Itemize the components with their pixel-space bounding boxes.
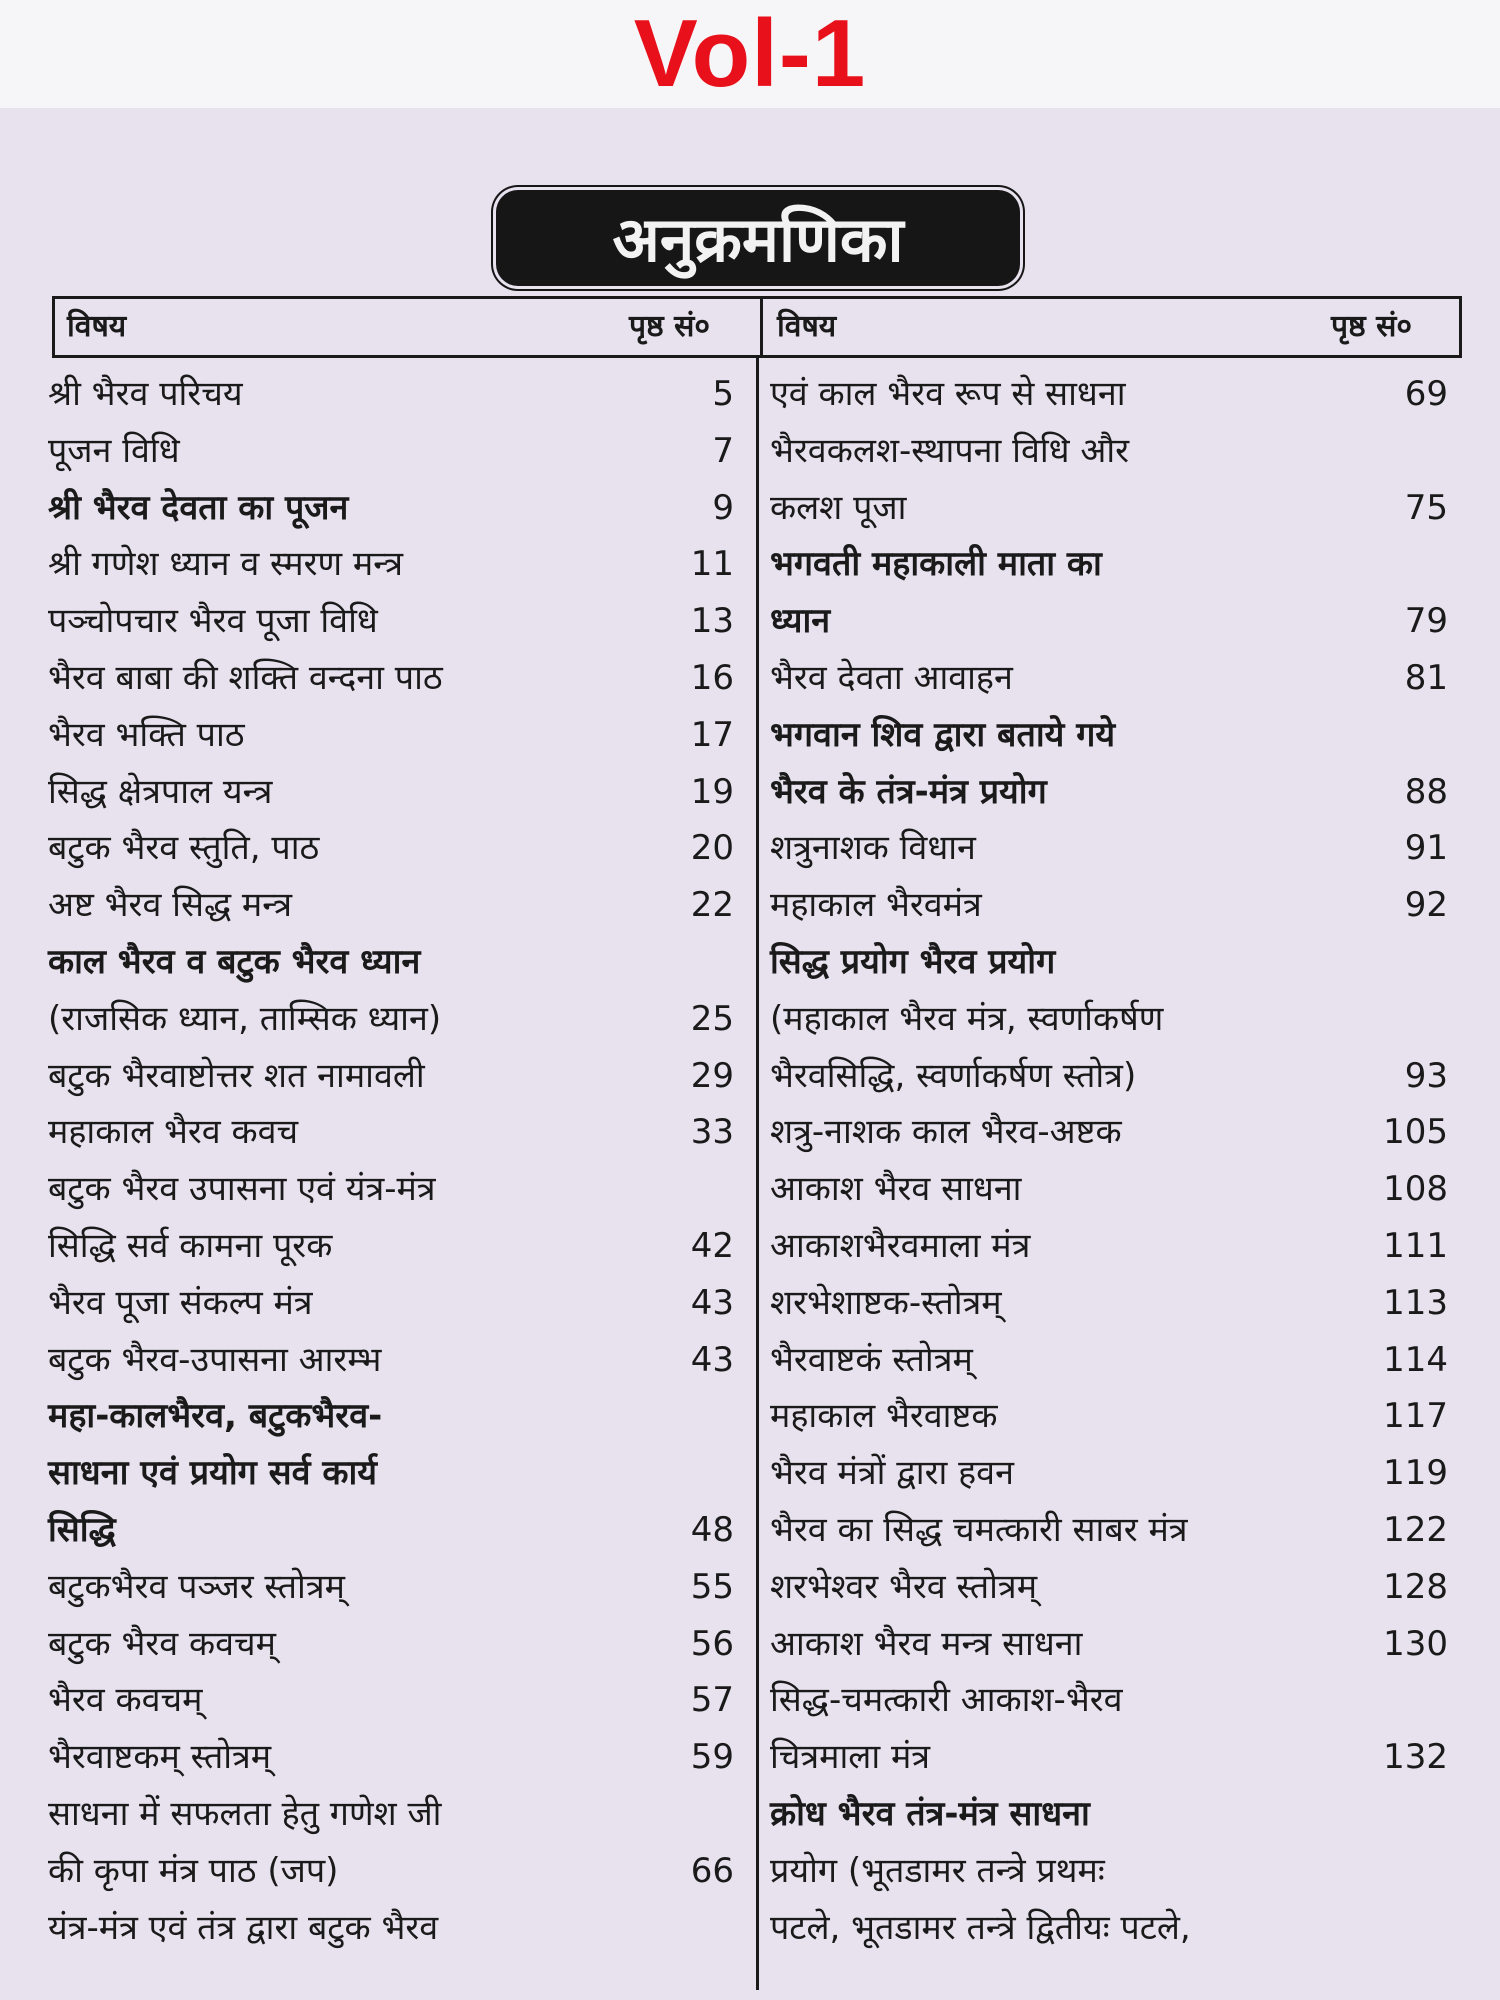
- entry-title: भगवान शिव द्वारा बताये गये: [770, 714, 1116, 755]
- toc-entry: [48, 1104, 738, 1161]
- entry-page-number: 128: [1383, 1566, 1448, 1607]
- entry-title: साधना एवं प्रयोग सर्व कार्य: [48, 1453, 377, 1494]
- entry-page-number: 122: [1383, 1509, 1448, 1550]
- entry-page-number: 48: [690, 1509, 734, 1550]
- entry-title: महाकाल भैरव कवच: [48, 1112, 299, 1153]
- toc-heading-box: [496, 190, 1020, 286]
- toc-entry: [770, 1502, 1460, 1559]
- entry-page-number: 130: [1383, 1623, 1448, 1664]
- entry-page-number: 33: [690, 1112, 734, 1153]
- entry-page-number: 132: [1383, 1737, 1448, 1778]
- volume-banner: [0, 0, 1500, 108]
- entry-title: भैरवाष्टकम् स्तोत्रम्: [48, 1737, 272, 1778]
- entry-page-number: 117: [1383, 1396, 1448, 1437]
- entry-title: पूजन विधि: [48, 430, 180, 471]
- toc-entry: [48, 1161, 738, 1218]
- toc-entry: [770, 1843, 1460, 1900]
- toc-entry: [770, 707, 1460, 764]
- entry-page-number: 91: [1404, 828, 1448, 869]
- entry-title: सिद्धि सर्व कामना पूरक: [48, 1225, 333, 1266]
- entry-page-number: 5: [712, 374, 734, 414]
- entry-title: एवं काल भैरव रूप से साधना: [770, 374, 1126, 414]
- right-subject-header: विषय: [777, 309, 837, 344]
- entry-title: श्री भैरव परिचय: [48, 374, 243, 414]
- toc-entry: [48, 1559, 738, 1616]
- toc-entry: [770, 650, 1460, 707]
- toc-entry: [770, 934, 1460, 991]
- entry-page-number: 11: [690, 544, 734, 585]
- entry-title: बटुक भैरव स्तुति, पाठ: [48, 828, 320, 869]
- toc-entry: [48, 366, 738, 423]
- entry-title: भगवती महाकाली माता का: [770, 544, 1102, 585]
- entry-title: सिद्ध-चमत्कारी आकाश-भैरव: [770, 1680, 1123, 1721]
- toc-entry: [48, 820, 738, 877]
- toc-entry: [48, 934, 738, 991]
- toc-entry: [48, 1218, 738, 1275]
- entry-title: महाकाल भैरवमंत्र: [770, 885, 982, 926]
- entry-title: प्रयोग (भूतडामर तन्त्रे प्रथमः: [770, 1850, 1105, 1891]
- entry-title: श्री गणेश ध्यान व स्मरण मन्त्र: [48, 544, 404, 585]
- entry-title: सिद्ध क्षेत्रपाल यन्त्र: [48, 771, 273, 812]
- entry-title: अष्ट भैरव सिद्ध मन्त्र: [48, 885, 293, 926]
- left-subject-header: विषय: [67, 309, 127, 344]
- toc-entry: [48, 1616, 738, 1673]
- entry-title: आकाशभैरवमाला मंत्र: [770, 1225, 1031, 1266]
- toc-entry: [770, 1388, 1460, 1445]
- entry-title: भैरवकलश-स्थापना विधि और: [770, 430, 1130, 471]
- table-header: [52, 296, 1462, 358]
- entry-title: सिद्ध प्रयोग भैरव प्रयोग: [770, 941, 1056, 982]
- toc-entry: [770, 764, 1460, 821]
- toc-entry: [48, 877, 738, 934]
- entry-title: (महाकाल भैरव मंत्र, स्वर्णाकर्षण: [770, 998, 1164, 1039]
- entry-title: बटुक भैरव-उपासना आरम्भ: [48, 1339, 382, 1380]
- entry-page-number: 119: [1383, 1453, 1448, 1494]
- entry-title: पटले, भूतडामर तन्त्रे द्वितीयः पटले,: [770, 1907, 1191, 1948]
- entry-page-number: 111: [1383, 1225, 1448, 1266]
- toc-entry: [48, 764, 738, 821]
- left-page-header: पृष्ठ सं०: [629, 309, 711, 344]
- entry-title: आकाश भैरव साधना: [770, 1169, 1022, 1210]
- entry-title: महाकाल भैरवाष्टक: [770, 1396, 998, 1437]
- entry-title: (राजसिक ध्यान, ताम्सिक ध्यान): [48, 998, 442, 1039]
- entry-title: महा-कालभैरव, बटुकभैरव-: [48, 1396, 383, 1437]
- entry-title: भैरव भक्ति पाठ: [48, 714, 245, 755]
- toc-entry: [770, 1161, 1460, 1218]
- entry-page-number: 16: [690, 657, 734, 698]
- entry-title: भैरव के तंत्र-मंत्र प्रयोग: [770, 771, 1047, 812]
- toc-entry: [770, 1786, 1460, 1843]
- entry-page-number: 66: [690, 1850, 734, 1891]
- toc-entry: [48, 593, 738, 650]
- entry-page-number: 43: [690, 1339, 734, 1380]
- toc-entry: [48, 707, 738, 764]
- volume-label: Vol-1: [633, 0, 867, 107]
- entry-page-number: 22: [690, 885, 734, 926]
- entry-title: बटुक भैरव उपासना एवं यंत्र-मंत्र: [48, 1169, 436, 1210]
- entry-page-number: 13: [690, 601, 734, 642]
- entry-page-number: 93: [1404, 1055, 1448, 1096]
- toc-entry: [770, 877, 1460, 934]
- toc-entry: [770, 1445, 1460, 1502]
- entry-page-number: 105: [1383, 1112, 1448, 1153]
- entry-title: सिद्धि: [48, 1509, 116, 1550]
- entry-title: बटुकभैरव पञ्जर स्तोत्रम्: [48, 1566, 345, 1607]
- toc-entry: [770, 1900, 1460, 1957]
- entry-title: भैरव बाबा की शक्ति वन्दना पाठ: [48, 657, 443, 698]
- entry-title: कलश पूजा: [770, 487, 907, 528]
- entry-page-number: 25: [690, 998, 734, 1039]
- entry-page-number: 42: [690, 1225, 734, 1266]
- toc-entry: [48, 650, 738, 707]
- right-page-header: पृष्ठ सं०: [1331, 309, 1413, 344]
- toc-entry: [770, 1048, 1460, 1105]
- entry-page-number: 19: [690, 771, 734, 812]
- left-column: [48, 366, 738, 1956]
- toc-entry: [48, 1332, 738, 1389]
- entry-title: शत्रु-नाशक काल भैरव-अष्टक: [770, 1112, 1122, 1153]
- toc-entry: [48, 1900, 738, 1957]
- entry-page-number: 9: [712, 487, 734, 528]
- entry-title: भैरव पूजा संकल्प मंत्र: [48, 1282, 313, 1323]
- toc-entry: [770, 1332, 1460, 1389]
- toc-heading: अनुक्रमणिका: [612, 203, 904, 276]
- toc-entry: [48, 1729, 738, 1786]
- entry-page-number: 20: [690, 828, 734, 869]
- entry-page-number: 43: [690, 1282, 734, 1323]
- right-column: [770, 366, 1460, 1956]
- toc-entry: [48, 1672, 738, 1729]
- toc-entry: [48, 480, 738, 537]
- toc-entry: [770, 423, 1460, 480]
- toc-entry: [770, 1275, 1460, 1332]
- entry-title: श्री भैरव देवता का पूजन: [48, 487, 349, 528]
- toc-page: [0, 108, 1500, 2000]
- entry-title: भैरवसिद्धि, स्वर्णाकर्षण स्तोत्र): [770, 1055, 1137, 1096]
- toc-entry: [770, 1616, 1460, 1673]
- toc-entry: [770, 1672, 1460, 1729]
- entry-page-number: 56: [690, 1623, 734, 1664]
- toc-entry: [48, 1388, 738, 1445]
- entry-title: भैरवाष्टकं स्तोत्रम्: [770, 1339, 973, 1380]
- entry-title: भैरव देवता आवाहन: [770, 657, 1013, 698]
- entry-page-number: 29: [690, 1055, 734, 1096]
- entry-page-number: 92: [1404, 885, 1448, 926]
- toc-entry: [48, 1275, 738, 1332]
- entry-page-number: 17: [690, 714, 734, 755]
- entry-title: बटुक भैरव कवचम्: [48, 1623, 276, 1664]
- entry-page-number: 59: [690, 1737, 734, 1778]
- column-divider: [756, 358, 759, 1990]
- toc-entry: [770, 1218, 1460, 1275]
- toc-entry: [770, 593, 1460, 650]
- entry-title: पञ्चोपचार भैरव पूजा विधि: [48, 601, 378, 642]
- entry-page-number: 7: [712, 430, 734, 471]
- toc-entry: [48, 1445, 738, 1502]
- entry-page-number: 79: [1404, 601, 1448, 642]
- toc-entry: [770, 1104, 1460, 1161]
- entry-title: शरभेशाष्टक-स्तोत्रम्: [770, 1282, 1002, 1323]
- entry-title: भैरव मंत्रों द्वारा हवन: [770, 1453, 1014, 1494]
- toc-entry: [770, 480, 1460, 537]
- toc-entry: [770, 1729, 1460, 1786]
- entry-page-number: 81: [1404, 657, 1448, 698]
- entry-page-number: 75: [1404, 487, 1448, 528]
- toc-entry: [48, 1502, 738, 1559]
- entry-title: साधना में सफलता हेतु गणेश जी: [48, 1793, 442, 1834]
- toc-entry: [770, 1559, 1460, 1616]
- toc-entry: [48, 1048, 738, 1105]
- entry-title: शरभेश्वर भैरव स्तोत्रम्: [770, 1566, 1038, 1607]
- entry-page-number: 69: [1404, 374, 1448, 414]
- entry-title: काल भैरव व बटुक भैरव ध्यान: [48, 941, 421, 982]
- entry-page-number: 57: [690, 1680, 734, 1721]
- entry-title: भैरव का सिद्ध चमत्कारी साबर मंत्र: [770, 1509, 1188, 1550]
- entry-title: यंत्र-मंत्र एवं तंत्र द्वारा बटुक भैरव: [48, 1907, 439, 1948]
- toc-entry: [770, 366, 1460, 423]
- toc-entry: [770, 536, 1460, 593]
- entry-title: बटुक भैरवाष्टोत्तर शत नामावली: [48, 1055, 425, 1096]
- entry-title: चित्रमाला मंत्र: [770, 1737, 931, 1778]
- toc-entry: [48, 991, 738, 1048]
- entry-title: की कृपा मंत्र पाठ (जप): [48, 1850, 339, 1891]
- entry-page-number: 108: [1383, 1169, 1448, 1210]
- entry-title: भैरव कवचम्: [48, 1680, 203, 1721]
- entry-title: आकाश भैरव मन्त्र साधना: [770, 1623, 1083, 1664]
- entry-title: क्रोध भैरव तंत्र-मंत्र साधना: [770, 1793, 1090, 1834]
- entry-page-number: 88: [1404, 771, 1448, 812]
- entry-page-number: 55: [690, 1566, 734, 1607]
- toc-entry: [770, 991, 1460, 1048]
- entry-page-number: 114: [1383, 1339, 1448, 1380]
- toc-entry: [770, 820, 1460, 877]
- header-divider: [760, 299, 763, 355]
- toc-entry: [48, 536, 738, 593]
- toc-entry: [48, 1843, 738, 1900]
- entry-page-number: 113: [1383, 1282, 1448, 1323]
- entry-title: शत्रुनाशक विधान: [770, 828, 976, 869]
- entry-title: ध्यान: [770, 601, 831, 642]
- toc-entry: [48, 423, 738, 480]
- toc-entry: [48, 1786, 738, 1843]
